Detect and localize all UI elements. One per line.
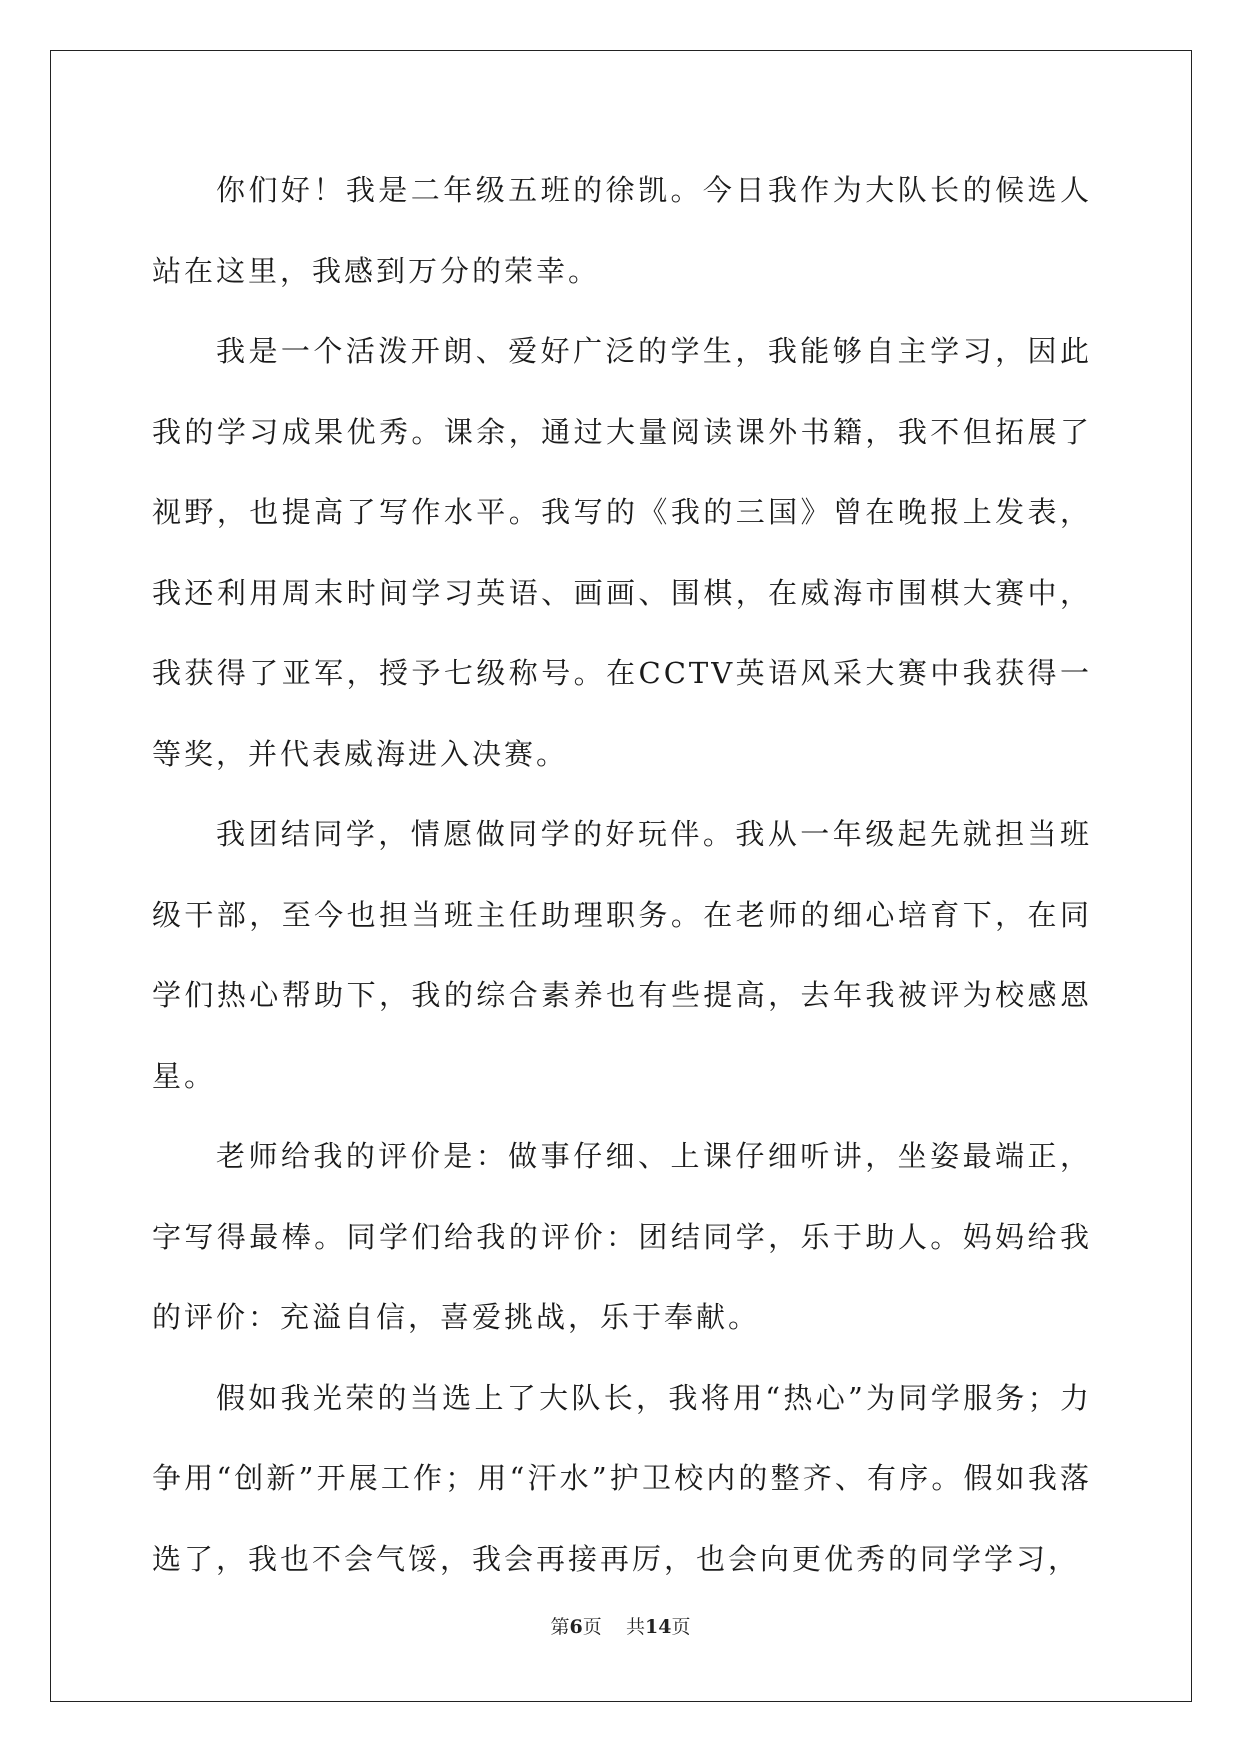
paragraph-1: 你们好！我是二年级五班的徐凯。今日我作为大队长的候选人站在这里，我感到万分的荣幸。 — [152, 173, 1092, 288]
paragraph-4: 老师给我的评价是：做事仔细、上课仔细听讲，坐姿最端正，字写得最棒。同学们给我的评价：团结同学，乐于助人。妈妈给我的评价：充溢自信，喜爱挑战，乐于奉献。 — [152, 1139, 1092, 1334]
total-pages-number: 14 — [644, 1616, 672, 1638]
page-prefix: 第 — [550, 1616, 570, 1638]
document-body — [152, 150, 1092, 1599]
page-footer — [0, 1612, 1241, 1639]
paragraph-5: 假如我光荣的当选上了大队长，我将用“热心”为同学服务；力争用“创新”开展工作；用“汗水”护卫校内的整齐、有序。假如我落选了，我也不会气馁，我会再接再厉，也会向更优秀的同学学习， — [152, 1380, 1092, 1576]
paragraph-2: 我是一个活泼开朗、爱好广泛的学生，我能够自主学习，因此我的学习成果优秀。课余，通过大量阅读课外书籍，我不但拓展了视野，也提高了写作水平。我写的《我的三国》曾在晚报上发表，我还利用周末时间学习英语、画画、围棋，在威海市围棋大赛中，我获得了亚军，授予七级称号。在CCTV英语风采大赛中我获得一等奖，并代表威海进入决赛。 — [152, 334, 1092, 771]
page-suffix: 页 — [582, 1616, 602, 1638]
paragraph-3: 我团结同学，情愿做同学的好玩伴。我从一年级起先就担当班级干部，至今也担当班主任助理职务。在老师的细心培育下，在同学们热心帮助下，我的综合素养也有些提高，去年我被评为校感恩星。 — [152, 817, 1092, 1093]
total-prefix: 共 — [625, 1616, 645, 1638]
total-suffix: 页 — [671, 1616, 691, 1638]
current-page-number: 6 — [569, 1616, 583, 1638]
